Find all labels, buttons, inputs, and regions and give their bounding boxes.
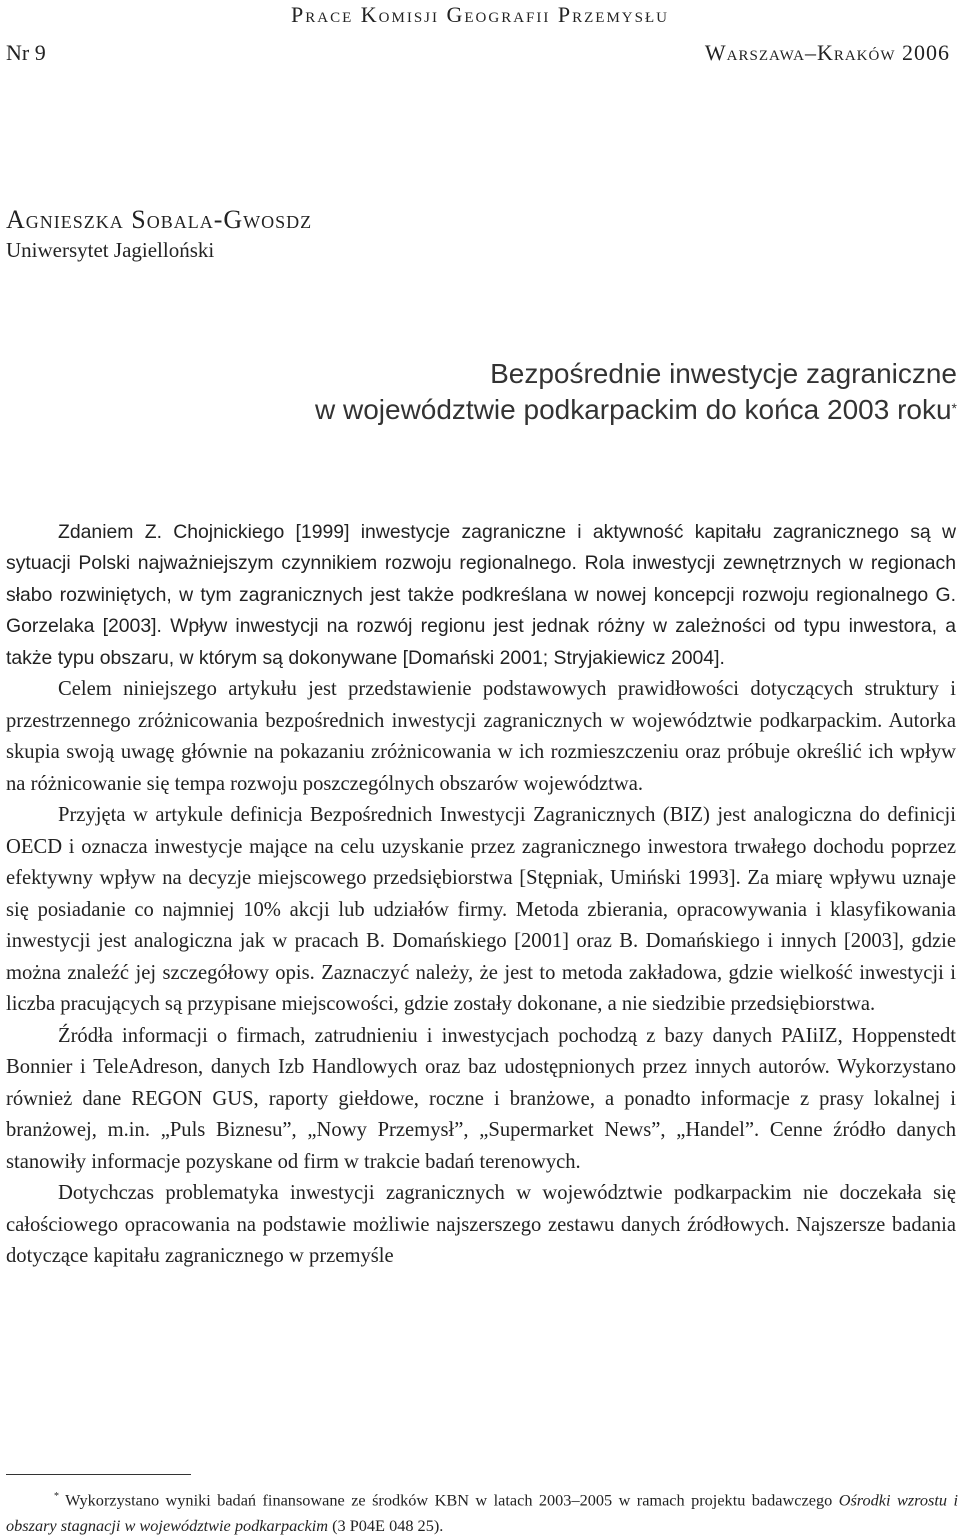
footnote-reference-mark: * (951, 400, 957, 416)
place-and-year: Warszawa–Kraków 2006 (704, 40, 950, 65)
body-paragraph-4: Źródła informacji o firmach, zatrudnieniu i inwestycjach pochodzą z bazy danych PAIiIZ, Hoppenstedt Bonnier i TeleAdreson, danych Izb Handlowych oraz baz udostępnionych przez innych autorów. Wykorzystano również dane REGON GUS, raporty giełdowe, roczne i branżowe, a ponadto informacje z prasy lokalnej i branżowej, m.in. „Puls Biznesu”, „Nowy Przemysł”, „Supermarket News”, „Handel”. Cenne źródło danych stanowiły informacje pozyskane od firm w trakcie badań terenowych. (6, 1024, 956, 1173)
article-body (6, 517, 956, 1273)
footnote-text: Wykorzystano wyniki badań finansowane ze środków KBN w latach 2003–2005 w ramach projektu badawczego (65, 1490, 833, 1510)
footnote-project-code: (3 P04E 048 25). (332, 1516, 444, 1536)
issue-number: Nr 9 (6, 40, 46, 65)
body-paragraph-1: Zdaniem Z. Chojnickiego [1999] inwestycje zagraniczne i aktywność kapitału zagranicznego są w sytuacji Polski najważniejszym czynnikiem rozwoju regionalnego. Rola inwestycji zewnętrznych w regionach słabo rozwiniętych, w tym zagranicznych jest także podkreślana w nowej koncepcji rozwoju regionalnego G. Gorzelaka [2003]. Wpływ inwestycji na rozwój regionu jest jednak różny w zależności od typu inwestora, a także typu obszaru, w którym są dokonywane [Domański 2001; Stryjakiewicz 2004]. (6, 521, 956, 669)
body-paragraph-2: Celem niniejszego artykułu jest przedstawienie podstawowych prawidłowości dotyczących struktury i przestrzennego zróżnicowania bezpośrednich inwestycji zagranicznych w województwie podkarpackim. Autorka skupia swoją uwagę głównie na pokazaniu zróżnicowania w ich rozmieszczeniu oraz próbuje określić ich wpływ na różnicowanie się tempa rozwoju poszczególnych obszarów województwa. (6, 678, 956, 795)
author-name: Agnieszka Sobala-Gwosdz (6, 205, 313, 234)
footnote-separator (6, 1474, 191, 1475)
journal-series-title: Prace Komisji Geografii Przemysłu (291, 2, 669, 27)
article-title (315, 356, 957, 428)
footnote-project-title: Ośrodki wzrostu i obszary stagnacji w województwie podkarpackim (6, 1490, 958, 1536)
article-title-line-2-text: w województwie podkarpackim do końca 2003 roku (314, 394, 952, 425)
author-affiliation: Uniwersytet Jagielloński (6, 238, 215, 262)
body-paragraph-5: Dotychczas problematyka inwestycji zagranicznych w województwie podkarpackim nie doczekała się całościowego opracowania na podstawie możliwie najszerszego zestawu danych źródłowych. Najszersze badania dotyczące kapitału zagranicznego w przemyśle (6, 1182, 956, 1268)
footnote (6, 1484, 958, 1539)
article-title-line-1: Bezpośrednie inwestycje zagraniczne (490, 358, 957, 389)
footnote-mark: * (54, 1491, 59, 1502)
article-title-line-2 (315, 392, 957, 428)
body-paragraph-3: Przyjęta w artykule definicja Bezpośrednich Inwestycji Zagranicznych (BIZ) jest analogiczna do definicji OECD i oznacza inwestycje mające na celu uzyskanie przez zagranicznego inwestora trwałego dochodu poprzez efektywny wpływ na decyzje miejscowego przedsiębiorstwa [Stępniak, Umiński 1993]. Za miarę wpływu uznaje się posiadanie co najmniej 10% akcji lub udziałów firmy. Metoda zbierania, opracowywania i klasyfikowania inwestycji jest analogiczna jak w pracach B. Domańskiego [2001] oraz B. Domańskiego i innych [2003], gdzie można znaleźć jej szczegółowy opis. Zaznaczyć należy, że jest to metoda zakładowa, gdzie wielkość inwestycji i liczba pracujących są przypisane miejscowości, gdzie zostały dokonane, a nie siedzibie przedsiębiorstwa. (6, 804, 956, 1016)
